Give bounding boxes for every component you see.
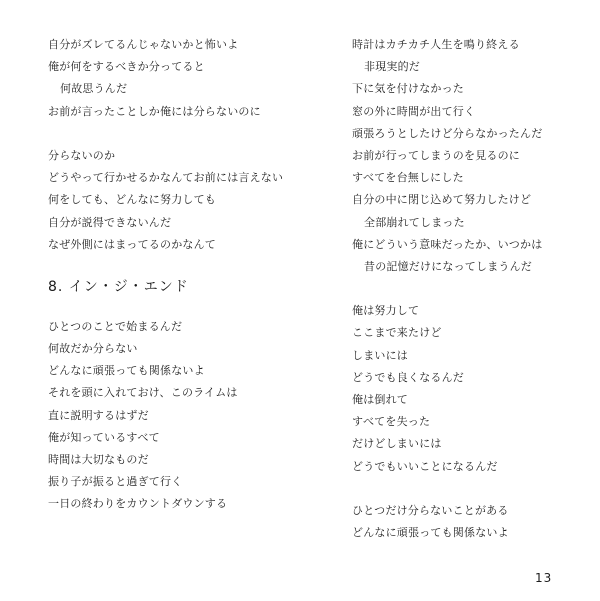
lyric-line: 俺にどういう意味だったか、いつかは <box>352 237 543 251</box>
lyric-line: どうでもいいことになるんだ <box>352 459 498 473</box>
lyric-line: 窓の外に時間が出て行く <box>352 104 476 118</box>
lyric-line: 自分がズレてるんじゃないかと怖いよ <box>48 38 239 51</box>
lyric-line: 昔の記憶だけになってしまうんだ <box>364 259 532 273</box>
stanza <box>352 300 582 478</box>
left-column <box>48 34 318 516</box>
lyric-line: どんなに頑張っても関係ないよ <box>352 526 509 540</box>
lyric-line: 振り子が振ると過ぎて行く <box>48 475 183 489</box>
lyric-line: ひとつだけ分らないことがある <box>352 503 509 517</box>
lyric-line: 俺が何をするべきか分ってると <box>48 60 205 74</box>
lyric-line: なぜ外側にはまってるのかなんて <box>48 237 216 251</box>
lyric-line: それを頭に入れておけ、このライムは <box>48 386 238 400</box>
lyric-line: 自分が説得できないんだ <box>48 215 172 229</box>
lyric-line: しまいには <box>352 348 408 362</box>
right-column <box>352 34 582 544</box>
lyric-line: 自分の中に閉じ込めて努力したけど <box>352 193 532 207</box>
lyric-line: すべてを台無しにした <box>352 171 464 185</box>
lyric-line: ここまで来たけど <box>352 326 442 340</box>
stanza <box>48 316 318 516</box>
stanza <box>48 34 318 123</box>
song-title: 8. イン・ジ・エンド <box>48 278 189 295</box>
lyric-line: お前が言ったことしか俺には分らないのに <box>48 104 261 118</box>
section-gap <box>48 298 318 316</box>
lyric-line: 何故思うんだ <box>60 82 128 96</box>
lyric-line: どんなに頑張っても関係ないよ <box>48 364 205 378</box>
stanza <box>48 145 318 256</box>
lyric-line: 俺が知っているすべて <box>48 430 160 444</box>
stanza-gap <box>48 123 318 145</box>
lyric-line: 一日の終わりをカウントダウンする <box>48 497 228 511</box>
lyric-line: 非現実的だ <box>364 60 420 74</box>
lyric-line: 下に気を付けなかった <box>352 82 464 96</box>
lyric-line: 何をしても、どんなに努力しても <box>48 193 216 207</box>
lyric-line: 頑張ろうとしたけど分らなかったんだ <box>352 126 543 140</box>
lyric-line: 俺は努力して <box>352 304 420 318</box>
lyric-line: 何故だか分らない <box>48 342 138 356</box>
section-gap <box>48 256 318 276</box>
lyric-line: 直に説明するはずだ <box>48 408 149 422</box>
lyric-line: 分らないのか <box>48 148 116 162</box>
stanza <box>352 34 582 278</box>
lyric-line: すべてを失った <box>352 415 431 429</box>
stanza <box>352 500 582 544</box>
lyric-line: どうでも良くなるんだ <box>352 370 464 384</box>
lyric-line: ひとつのことで始まるんだ <box>48 319 183 333</box>
lyric-line: だけどしまいには <box>352 437 442 451</box>
page-number: 13 <box>535 571 553 585</box>
lyric-line: 時間は大切なものだ <box>48 453 149 466</box>
lyric-line: どうやって行かせるかなんてお前には言えない <box>48 171 284 185</box>
stanza-gap <box>352 478 582 500</box>
lyric-line: お前が行ってしまうのを見るのに <box>352 148 520 162</box>
lyric-line: 俺は倒れて <box>352 393 408 406</box>
stanza-gap <box>352 278 582 300</box>
lyric-line: 全部崩れてしまった <box>364 215 465 229</box>
lyric-line: 時計はカチカチ人生を鳴り終える <box>352 38 520 51</box>
